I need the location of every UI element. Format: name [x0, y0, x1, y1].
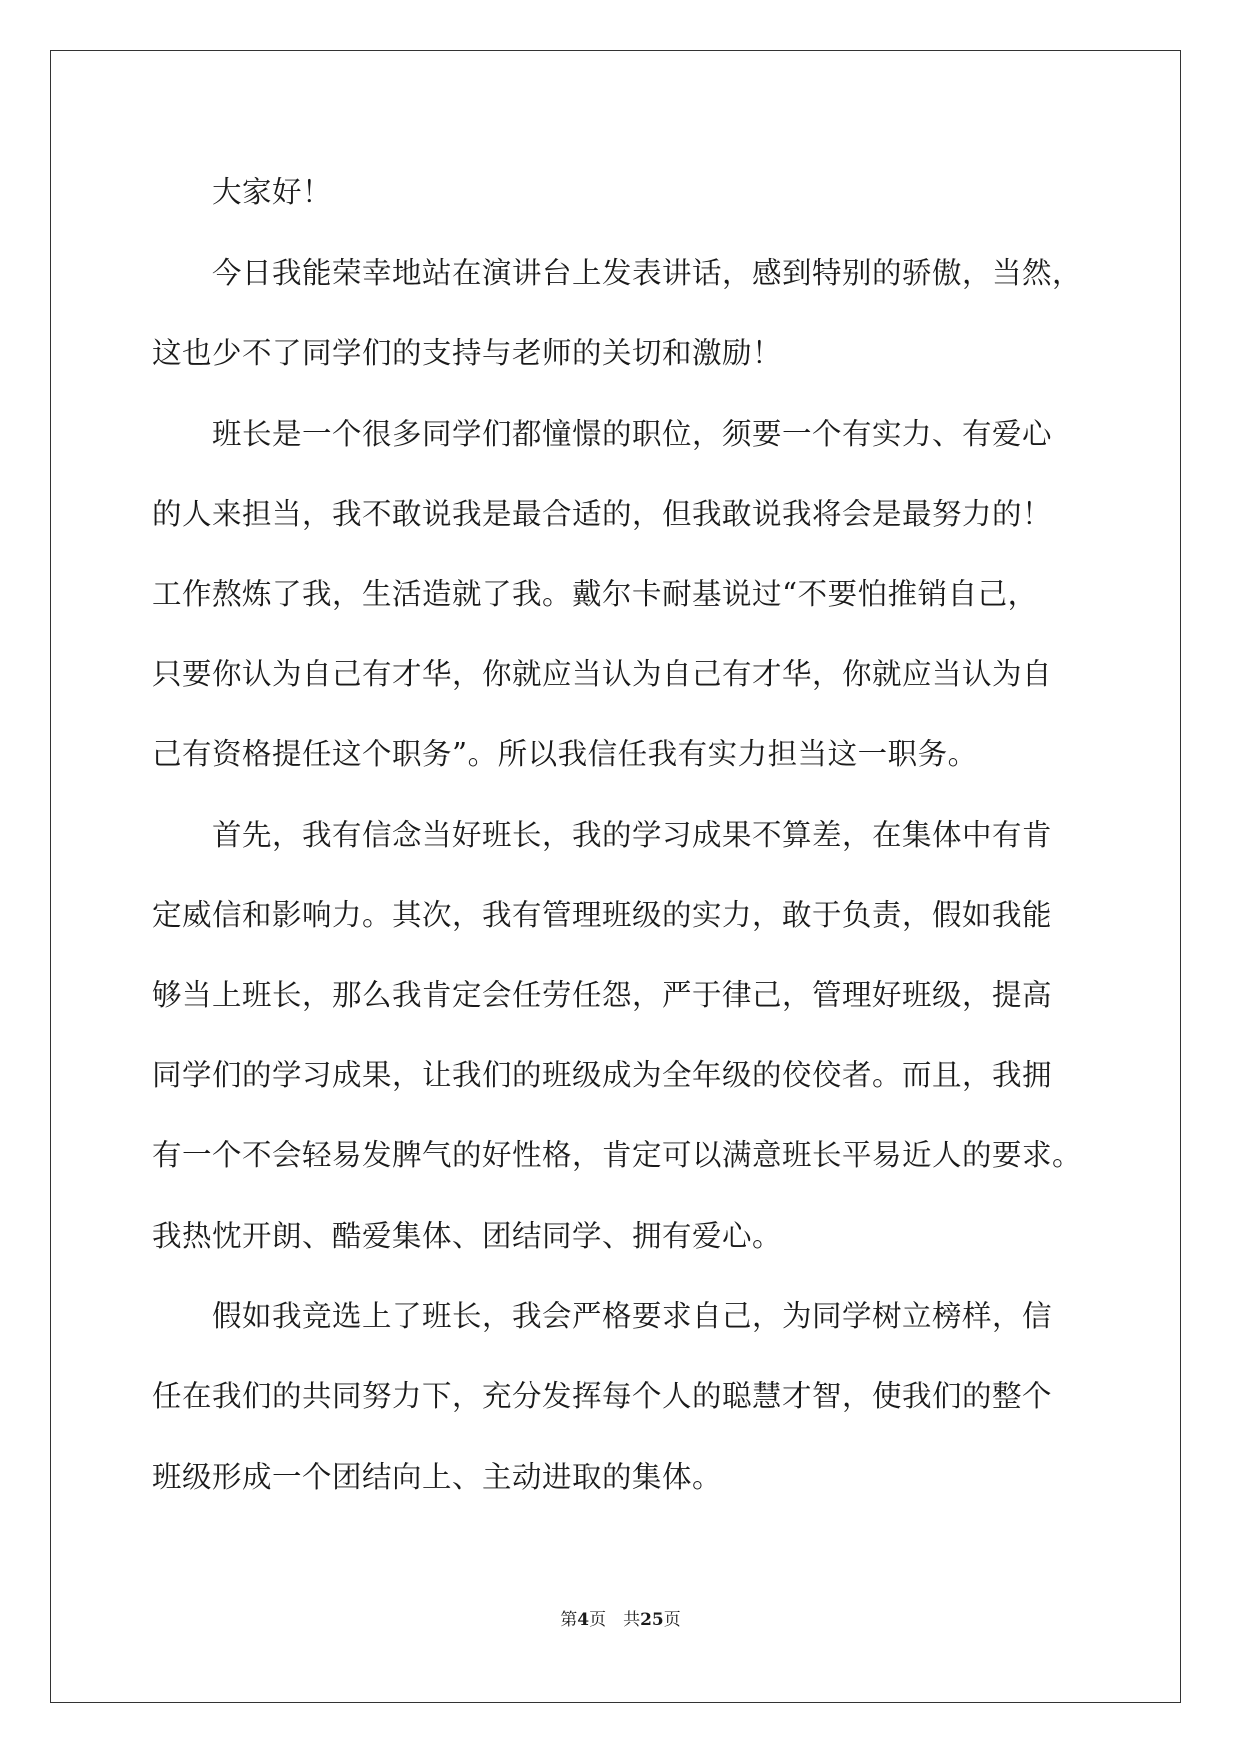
text-line: 定威信和影响力。其次，我有管理班级的实力，敢于负责，假如我能 [152, 898, 1053, 932]
text-line: 首先，我有信念当好班长，我的学习成果不算差，在集体中有肯 [152, 818, 1053, 852]
text-line: 班长是一个很多同学们都憧憬的职位，须要一个有实力、有爱心 [152, 417, 1053, 451]
text-line: 今日我能荣幸地站在演讲台上发表讲话，感到特别的骄傲，当然， [152, 256, 1083, 290]
text-line: 我热忱开朗、酷爱集体、团结同学、拥有爱心。 [152, 1219, 783, 1253]
text-line: 假如我竞选上了班长，我会严格要求自己，为同学树立榜样，信 [152, 1299, 1053, 1333]
text-line: 同学们的学习成果，让我们的班级成为全年级的佼佼者。而且，我拥 [152, 1058, 1053, 1092]
text-line: 只要你认为自己有才华，你就应当认为自己有才华，你就应当认为自 [152, 657, 1053, 691]
text-line: 的人来担当，我不敢说我是最合适的，但我敢说我将会是最努力的！ [152, 497, 1053, 531]
text-line: 大家好！ [152, 175, 333, 209]
page-current: 4 [577, 1610, 590, 1630]
page-mid: 页 共 [589, 1610, 641, 1630]
page-total: 25 [640, 1610, 664, 1630]
text-line: 够当上班长，那么我肯定会任劳任怨，严于律己，管理好班级，提高 [152, 978, 1053, 1012]
page-prefix: 第 [560, 1610, 578, 1630]
text-line: 班级形成一个团结向上、主动进取的集体。 [152, 1460, 723, 1494]
text-line: 工作熬炼了我，生活造就了我。戴尔卡耐基说过“不要怕推销自己， [152, 577, 1038, 611]
text-line: 有一个不会轻易发脾气的好性格，肯定可以满意班长平易近人的要求。 [152, 1138, 1083, 1172]
page-number-footer [0, 1608, 1241, 1632]
page-suffix: 页 [663, 1610, 681, 1630]
text-line: 这也少不了同学们的支持与老师的关切和激励！ [152, 336, 783, 370]
text-line: 任在我们的共同努力下，充分发挥每个人的聪慧才智，使我们的整个 [152, 1379, 1053, 1413]
text-line: 己有资格提任这个职务”。所以我信任我有实力担当这一职务。 [152, 737, 978, 771]
